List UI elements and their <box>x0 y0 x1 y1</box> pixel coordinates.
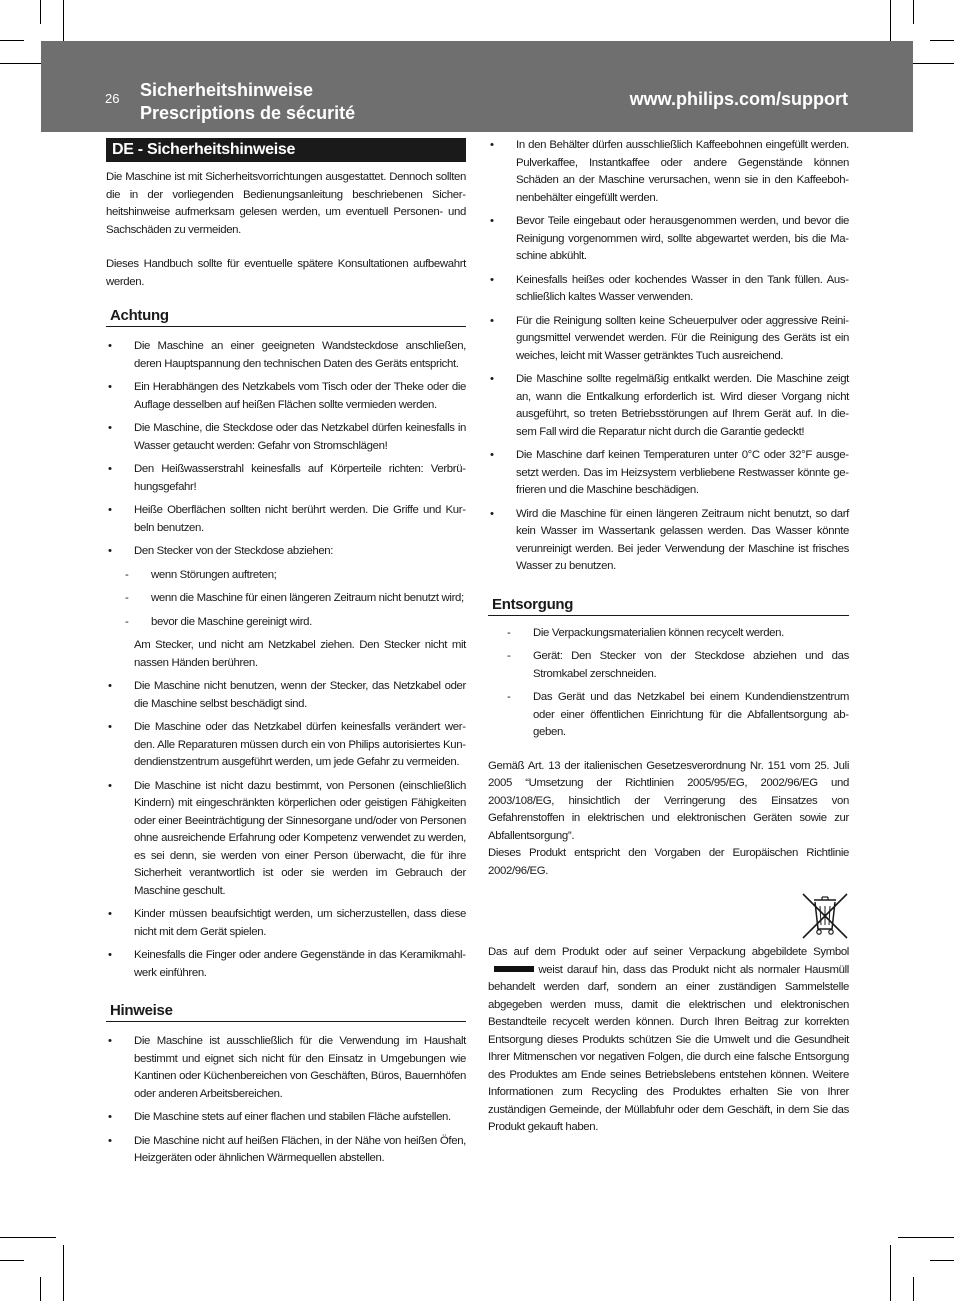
page-number: 26 <box>105 91 120 106</box>
crop-mark <box>930 1260 954 1261</box>
page-title <box>140 79 355 125</box>
weee-bar-icon <box>494 966 534 972</box>
dash-item: - Gerät: Den Stecker von der Steckdose abziehen und das Stromkabel zerschneiden. <box>488 648 849 683</box>
crop-mark <box>0 1260 24 1261</box>
list-item: • Für die Reinigung sollten keine Scheuerpulver oder aggressive Reinigungsmittel verwendet werden. Für die Reinigung des Geräts ist ein weiches, leicht mit Wasser getränktes Tuch ausreichend. <box>488 313 849 366</box>
dash-item: - Die Verpackungsmaterialien können recycelt werden. <box>488 625 849 643</box>
list-item: • Die Maschine nicht auf heißen Flächen, in der Nähe von heißen Öfen, Heizgeräten oder ähnlichen Wärmequellen abstellen. <box>106 1133 466 1168</box>
list-item: • Die Maschine an einer geeigneten Wandsteckdose anschließen, deren Hauptspannung den technischen Daten des Geräts entspricht. <box>106 338 466 373</box>
section-title: DE - Sicherheitshinweise <box>106 138 466 162</box>
hinweise-list-continued <box>488 137 849 576</box>
page-header <box>41 41 913 132</box>
list-item: • Den Stecker von der Steckdose abziehen: <box>106 543 466 561</box>
list-item: • In den Behälter dürfen ausschließlich Kaffeebohnen eingefüllt werden. Pulverkaffee, Instantkaffee oder andere Gegenstände können Schäden an der Maschine verursachen, wenn sie in den Kaffeebohnenbehälter eingefüllt werden. <box>488 137 849 207</box>
left-column <box>106 138 466 1174</box>
legal-paragraph: Dieses Produkt entspricht den Vorgaben der Europäischen Richtlinie 2002/96/EG. <box>488 847 849 877</box>
stecker-note: Am Stecker, und nicht am Netzkabel ziehen. Den Stecker nicht mit nassen Händen berühren. <box>134 639 466 669</box>
list-item: • Heiße Oberflächen sollten nicht berührt werden. Die Griffe und Kurbeln benutzen. <box>106 502 466 537</box>
crop-mark <box>40 1277 41 1301</box>
crop-mark <box>0 40 24 41</box>
right-column <box>488 137 849 1137</box>
list-item: • Die Maschine darf keinen Temperaturen unter 0°C oder 32°F ausgesetzt werden. Das im Heizsystem verbliebene Restwasser könnte gefrieren und die Maschine beschädigen. <box>488 447 849 500</box>
page-title-de: Sicherheitshinweise <box>140 80 314 100</box>
subheading-entsorgung: Entsorgung <box>488 596 849 616</box>
support-url[interactable]: www.philips.com/support <box>629 89 848 109</box>
list-item: • Keinesfalls heißes oder kochendes Wasser in den Tank füllen. Ausschließlich kaltes Wasser verwenden. <box>488 272 849 307</box>
list-item: • Die Maschine ist ausschließlich für die Verwendung im Haushalt bestimmt und eignet sich nicht für den Einsatz in Umgebungen wie Kantinen oder Küchenbereichen von Geschäften, Büros, Bauernhöfen oder anderen Arbeitsbereichen. <box>106 1033 466 1103</box>
list-item: • Die Maschine oder das Netzkabel dürfen keinesfalls verändert werden. Alle Reparaturen müssen durch ein von Philips autorisiertes Kundendienstzentrum ausgeführt werden, um jede Gefahr zu vermeiden. <box>106 719 466 772</box>
hinweise-list <box>106 1033 466 1168</box>
crop-mark <box>913 1277 914 1301</box>
achtung-list <box>106 338 466 561</box>
list-item: • Ein Herabhängen des Netzkabels vom Tisch oder der Theke oder die Auflage desselben auf heißen Flächen sollte vermieden werden. <box>106 379 466 414</box>
stecker-dash-list <box>106 567 466 632</box>
dash-item: - wenn die Maschine für einen längeren Zeitraum nicht benutzt wird; <box>106 590 466 608</box>
intro-paragraph: Dieses Handbuch sollte für eventuelle spätere Konsultationen aufbewahrt werden. <box>106 258 466 288</box>
list-item: • Bevor Teile eingebaut oder herausgenommen werden, und bevor die Reinigung vorgenommen wird, sollte abgewartet werden, bis die Maschine abkühlt. <box>488 213 849 266</box>
subheading-hinweise: Hinweise <box>106 1002 466 1022</box>
crop-mark <box>0 1237 56 1238</box>
legal-paragraph: Gemäß Art. 13 der italienischen Gesetzesverordnung Nr. 151 vom 25. Juli 2005 “Umsetzung der Richtlinien 2005/95/EG, 2002/96/EG und 2003/108/EG, hinsichtlich der Verringerung des Einsatzes von Gefahrenstoffen in elektrischen und elektronischen Geräten sowie zur Abfallentsorgung”. <box>488 759 849 842</box>
weee-bin-icon <box>800 891 850 941</box>
list-item: • Den Heißwasserstrahl keinesfalls auf Körperteile richten: Verbrühungsgefahr! <box>106 461 466 496</box>
crop-mark <box>913 0 914 24</box>
achtung-list-continued <box>106 678 466 982</box>
entsorgung-list <box>488 625 849 742</box>
subheading-achtung: Achtung <box>106 307 466 327</box>
list-item: • Keinesfalls die Finger oder andere Gegenstände in das Keramikmahlwerk einführen. <box>106 947 466 982</box>
crop-mark <box>63 1245 64 1301</box>
crop-mark <box>898 1237 954 1238</box>
list-item: • Die Maschine nicht benutzen, wenn der Stecker, das Netzkabel oder die Maschine selbst beschädigt sind. <box>106 678 466 713</box>
dash-item: - Das Gerät und das Netzkabel bei einem Kundendienstzentrum oder einer öffentlichen Einrichtung für die Abfallentsorgung abgeben. <box>488 689 849 742</box>
list-item: • Wird die Maschine für einen längeren Zeitraum nicht benutzt, so darf kein Wasser im Wassertank gelassen werden. Das Wasser könnte verunreinigt werden. Bei jeder Verwendung der Maschine ist frisches Wasser zu benutzen. <box>488 506 849 576</box>
list-item: • Die Maschine, die Steckdose oder das Netzkabel dürfen keinesfalls in Wasser getaucht werden: Gefahr von Stromschlägen! <box>106 420 466 455</box>
crop-mark <box>890 1245 891 1301</box>
symbol-intro: Das auf dem Produkt oder auf seiner Verpackung abgebildete Symbol <box>488 946 849 958</box>
dash-item: - bevor die Maschine gereinigt wird. <box>106 614 466 632</box>
dash-item: - wenn Störungen auftreten; <box>106 567 466 585</box>
list-item: • Kinder müssen beaufsichtigt werden, um sicherzustellen, dass diese nicht mit dem Gerät spielen. <box>106 906 466 941</box>
intro-paragraph: Die Maschine ist mit Sicherheitsvorrichtungen ausgestattet. Dennoch sollten die in der vorliegenden Bedienungsanleitung beschriebenen Sicherheitshinweise aufmerksam gelesen werden, um eventuell Personen- und Sachschäden zu vermeiden. <box>106 171 466 236</box>
crop-mark <box>40 0 41 24</box>
symbol-paragraph <box>488 944 849 1137</box>
crop-mark <box>930 40 954 41</box>
page-title-fr: Prescriptions de sécurité <box>140 103 356 123</box>
list-item: • Die Maschine ist nicht dazu bestimmt, von Personen (einschließlich Kindern) mit eingeschränkten körperlichen oder geistigen Fähigkeiten oder einer Beeinträchtigung der Sinnesorgane und/oder von Personen ohne ausreichende Erfahrung oder Kompetenz verwendet zu werden, es sei denn, sie werden von einer Person überwacht, die für ihre Sicherheit verantwortlich ist oder sie werden im Gebrauch der Maschine geschult. <box>106 778 466 901</box>
symbol-text: weist darauf hin, dass das Produkt nicht als normaler Hausmüll behandelt werden darf, sondern an einer zuständigen Sammelstelle abgegeben werden muss, damit die elektrischen und elektronischen Bestandteile recycelt werden können. Durch Ihren Beitrag zur korrekten Entsorgung dieses Produkts schützen Sie die Umwelt und die Gesundheit Ihrer Mitmenschen vor negativen Folgen, die durch eine falsche Entsorgung des Produktes am Ende seines Betriebslebens entstehen können. Weitere Informationen zum Recycling des Produktes erhalten Sie von Ihrer zuständigen Gemeinde, der Müllabfuhr oder dem Geschäft, in dem Sie das Produkt gekauft haben. <box>488 963 849 1133</box>
list-item: • Die Maschine sollte regelmäßig entkalkt werden. Die Maschine zeigt an, wann die Entkalkung erforderlich ist. Wird dieser Vorgang nicht ausgeführt, so treten Betriebsstörungen auf Ihrem Gerät auf. In diesem Fall wird die Reparatur nicht durch die Garantie gedeckt! <box>488 371 849 441</box>
list-item: • Die Maschine stets auf einer flachen und stabilen Fläche aufstellen. <box>106 1109 466 1127</box>
